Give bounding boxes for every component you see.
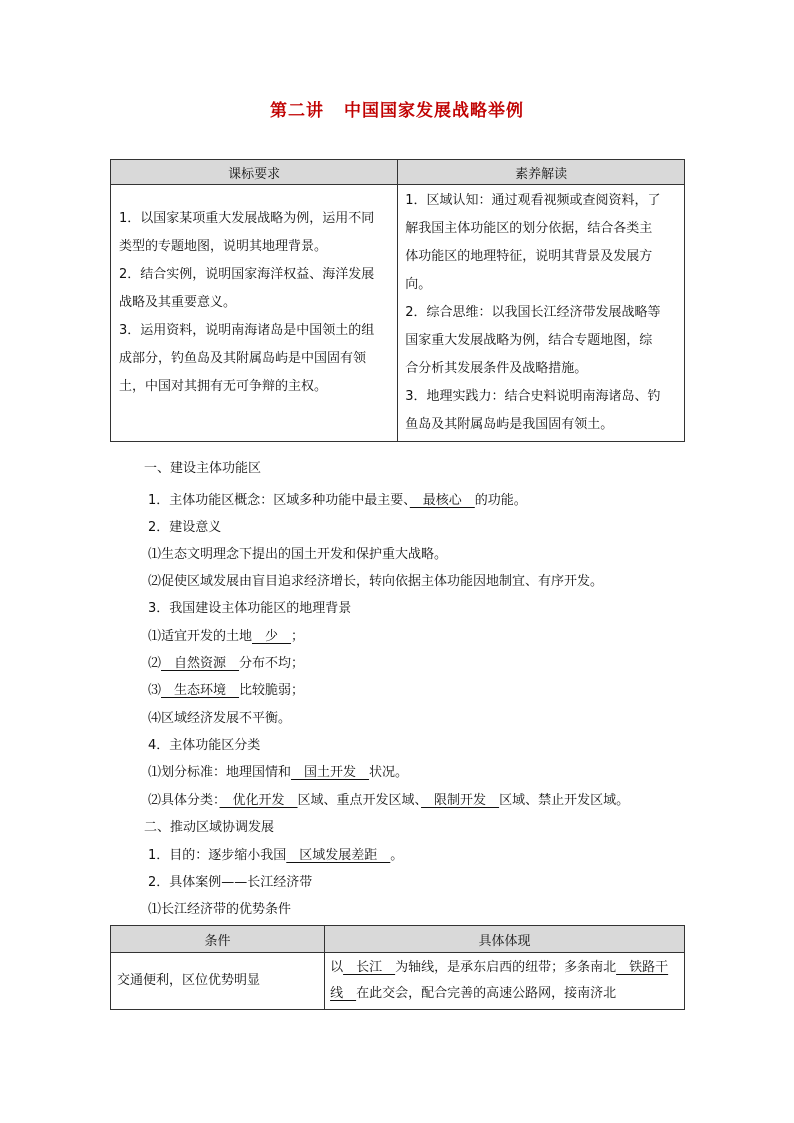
section-heading: 一、建设主体功能区 bbox=[144, 461, 262, 476]
literacy-line: 鱼岛及其附属岛屿是我国固有领土。 bbox=[405, 417, 614, 432]
requirement-line: 类型的专题地图，说明其地理背景。 bbox=[119, 239, 328, 254]
fill-blank-answer: 少 bbox=[252, 629, 292, 644]
line-text: 以 bbox=[330, 960, 344, 975]
content-line bbox=[148, 679, 304, 698]
content-line: ⑷区域经济发展不平衡。 bbox=[148, 711, 292, 726]
content-line: 3．我国建设主体功能区的地理背景 bbox=[148, 601, 352, 616]
fill-blank-answer: 优化开发 bbox=[219, 793, 298, 808]
requirement-line: 战略及其重要意义。 bbox=[119, 295, 237, 310]
page-title bbox=[0, 96, 794, 121]
requirement-line: 土，中国对其拥有无可争辩的主权。 bbox=[119, 379, 328, 394]
header-manifestation: 具体体现 bbox=[325, 926, 685, 953]
title-lecture-number: 第二讲 bbox=[270, 101, 324, 121]
literacy-line: 向。 bbox=[405, 277, 432, 292]
literacy-line: 国家重大发展战略为例，结合专题地图，综 bbox=[405, 333, 653, 348]
literacy-line: 解我国主体功能区的划分依据，结合各类主 bbox=[405, 221, 653, 236]
line-text: ⑵具体分类： bbox=[148, 793, 220, 808]
advantages-table-row bbox=[111, 953, 685, 1010]
section-heading: 二、推动区域协调发展 bbox=[144, 820, 275, 835]
line-text: 比较脆弱； bbox=[239, 683, 305, 698]
line-text: ⑴划分标准：地理国情和 bbox=[148, 765, 292, 780]
advantages-table-header bbox=[111, 926, 685, 953]
line-text: ⑶ bbox=[148, 683, 162, 698]
fill-blank-answer: 生态环境 bbox=[161, 683, 240, 698]
condition-cell: 交通便利，区位优势明显 bbox=[111, 953, 325, 1010]
line-text: 1．主体功能区概念：区域多种功能中最主要、 bbox=[148, 493, 410, 508]
content-line bbox=[148, 761, 408, 780]
literacy-line: 1．区域认知：通过观看视频或查阅资料，了 bbox=[405, 193, 661, 208]
fill-blank-answer: 最核心 bbox=[409, 493, 475, 508]
content-line: 4．主体功能区分类 bbox=[148, 738, 261, 753]
content-line: ⑵促使区域发展由盲目追求经济增长，转向依据主体功能因地制宜、有序开发。 bbox=[148, 574, 604, 589]
content-line bbox=[148, 625, 304, 644]
title-topic: 中国国家发展战略举例 bbox=[344, 101, 524, 121]
literacy-line: 3．地理实践力：结合史料说明南海诸岛、钓 bbox=[405, 389, 661, 404]
content-line bbox=[148, 844, 403, 863]
advantages-table bbox=[110, 925, 685, 1010]
curriculum-table bbox=[110, 159, 685, 442]
content-line: 2．建设意义 bbox=[148, 520, 222, 535]
content-line bbox=[148, 489, 527, 508]
header-condition: 条件 bbox=[111, 926, 325, 953]
curriculum-table-row bbox=[111, 185, 685, 442]
literacy-line: 2．综合思维：以我国长江经济带发展战略等 bbox=[405, 305, 661, 320]
content-line: ⑴长江经济带的优势条件 bbox=[148, 902, 292, 917]
fill-blank-answer: 国土开发 bbox=[291, 765, 370, 780]
line-text: 。 bbox=[390, 848, 404, 863]
fill-blank-answer: 铁路干 bbox=[616, 960, 669, 975]
curriculum-table-header bbox=[111, 160, 685, 185]
fill-blank-answer: 区域发展差距 bbox=[286, 848, 391, 863]
line-text: ⑴适宜开发的土地 bbox=[148, 629, 253, 644]
line-text: 的功能。 bbox=[474, 493, 527, 508]
manifestation-cell bbox=[325, 953, 685, 1010]
requirement-line: 成部分，钓鱼岛及其附属岛屿是中国固有领 bbox=[119, 351, 367, 366]
requirement-line: 3．运用资料，说明南海诸岛是中国领土的组 bbox=[119, 323, 375, 338]
fill-blank-answer: 长江 bbox=[343, 960, 396, 975]
content-line bbox=[148, 789, 629, 808]
line-text: 状况。 bbox=[369, 765, 409, 780]
content-line: 2．具体案例——长江经济带 bbox=[148, 875, 313, 890]
requirement-line: 2．结合实例，说明国家海洋权益、海洋发展 bbox=[119, 267, 375, 282]
fill-blank-answer: 自然资源 bbox=[161, 656, 240, 671]
curriculum-requirements-cell bbox=[111, 185, 398, 442]
line-text: 区域、重点开发区域、 bbox=[297, 793, 422, 808]
fill-blank-answer: 限制开发 bbox=[421, 793, 500, 808]
header-curriculum-requirements: 课标要求 bbox=[111, 160, 398, 185]
literacy-interpretation-cell bbox=[398, 185, 685, 442]
line-text: 在此交会，配合完善的高速公路网，接南济北 bbox=[356, 986, 617, 1001]
literacy-line: 合分析其发展条件及战略措施。 bbox=[405, 361, 588, 376]
line-text: 分布不均； bbox=[239, 656, 305, 671]
content-line bbox=[148, 652, 304, 671]
fill-blank-answer: 线 bbox=[330, 986, 357, 1001]
requirement-line: 1．以国家某项重大发展战略为例，运用不同 bbox=[119, 211, 375, 226]
line-text: 为轴线，是承东启西的纽带；多条南北 bbox=[395, 960, 617, 975]
literacy-line: 体功能区的地理特征，说明其背景及发展方 bbox=[405, 249, 653, 264]
content-line: ⑴生态文明理念下提出的国土开发和保护重大战略。 bbox=[148, 547, 448, 562]
header-literacy-interpretation: 素养解读 bbox=[398, 160, 685, 185]
line-text: ； bbox=[291, 629, 305, 644]
line-text: 1．目的：逐步缩小我国 bbox=[148, 848, 287, 863]
line-text: ⑵ bbox=[148, 656, 162, 671]
line-text: 区域、禁止开发区域。 bbox=[499, 793, 630, 808]
